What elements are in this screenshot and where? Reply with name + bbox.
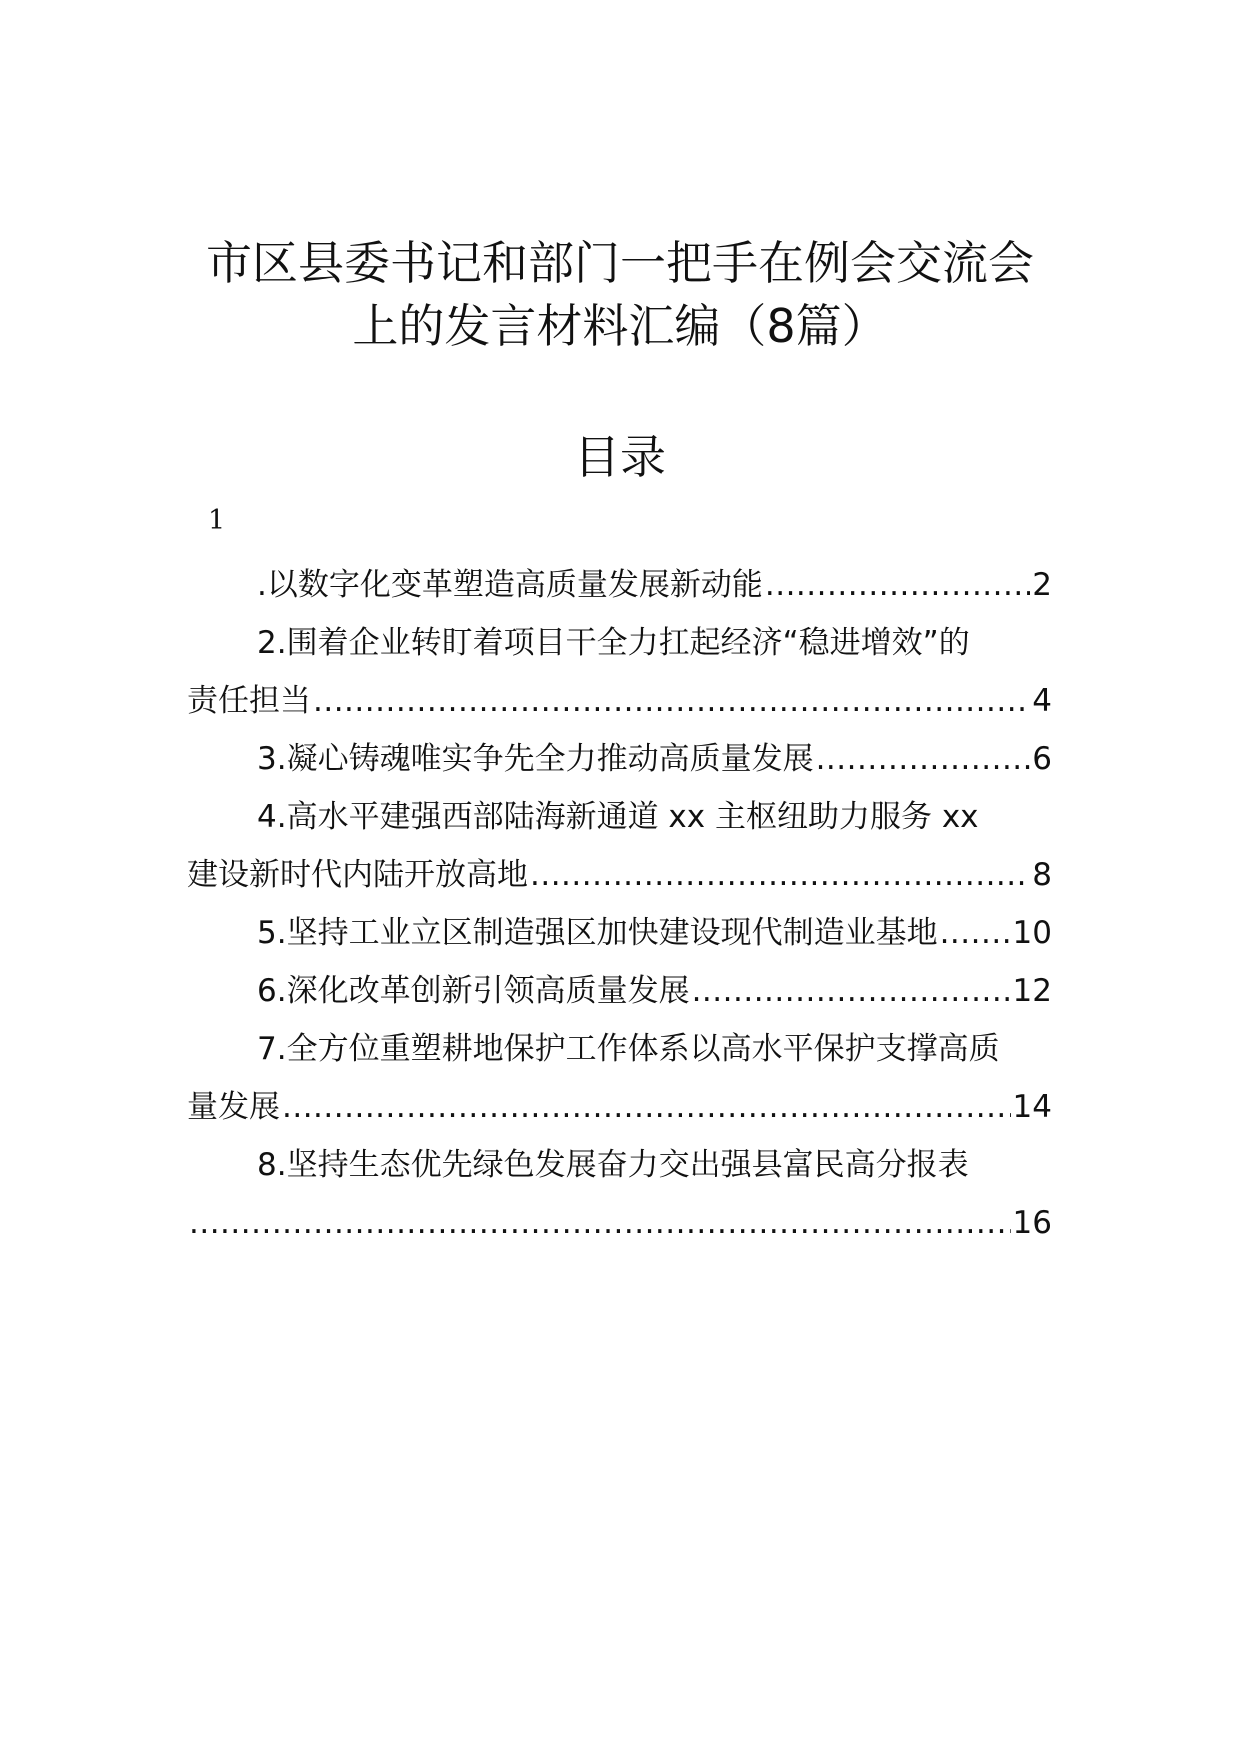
document-title-line-1: 市区县委书记和部门一把手在例会交流会 xyxy=(206,236,1034,290)
toc-page-number: 8 xyxy=(1032,857,1052,893)
toc-entry-4-line-2[interactable] xyxy=(187,852,1052,898)
toc-leader-dots xyxy=(816,736,1031,782)
toc-entry-3[interactable] xyxy=(187,736,1052,782)
toc-page-number: 2 xyxy=(1032,567,1052,603)
toc-entry-text: 6.深化改革创新引领高质量发展 xyxy=(257,973,690,1009)
toc-page-number: 12 xyxy=(1012,973,1052,1009)
document-title-line-2: 上的发言材料汇编（8篇） xyxy=(352,299,888,353)
stray-page-number: 1 xyxy=(208,505,226,536)
toc-entry-7-line-1[interactable] xyxy=(187,1026,1052,1072)
toc-entry-text: 7.全方位重塑耕地保护工作体系以高水平保护支撑高质 xyxy=(257,1031,1000,1067)
toc-entry-2-line-2[interactable] xyxy=(187,678,1052,724)
toc-entry-5[interactable] xyxy=(187,910,1052,956)
toc-entry-text: 3.凝心铸魂唯实争先全力推动高质量发展 xyxy=(257,741,814,777)
toc-entry-text: 建设新时代内陆开放高地 xyxy=(187,857,528,893)
toc-entry-7-line-2[interactable] xyxy=(187,1084,1052,1130)
toc-leader-dots xyxy=(282,1084,1011,1130)
toc-entry-text: 量发展 xyxy=(187,1089,280,1125)
toc-page-number: 16 xyxy=(1012,1205,1052,1241)
toc-leader-dots xyxy=(313,678,1030,724)
toc-entry-8-line-2[interactable] xyxy=(187,1200,1052,1246)
toc-page-number: 10 xyxy=(1012,915,1052,951)
toc-entry-text: .以数字化变革塑造高质量发展新动能 xyxy=(257,567,763,603)
toc-entry-text: 责任担当 xyxy=(187,683,311,719)
toc-entry-4-line-1[interactable] xyxy=(187,794,1052,840)
toc-page-number: 14 xyxy=(1012,1089,1052,1125)
toc-leader-dots xyxy=(530,852,1030,898)
toc-leader-dots xyxy=(940,910,1011,956)
toc-entry-text: 5.坚持工业立区制造强区加快建设现代制造业基地 xyxy=(257,915,938,951)
toc-entry-text: 4.高水平建强西部陆海新通道 xx 主枢纽助力服务 xx xyxy=(257,799,979,835)
toc-leader-dots xyxy=(189,1200,1011,1246)
toc-page-number: 6 xyxy=(1032,741,1052,777)
toc-entry-2-line-1[interactable] xyxy=(187,620,1052,666)
toc-entry-6[interactable] xyxy=(187,968,1052,1014)
toc-page-number: 4 xyxy=(1032,683,1052,719)
toc-entry-8-line-1[interactable] xyxy=(187,1142,1052,1188)
toc-leader-dots xyxy=(765,562,1030,608)
toc-entry-text: 2.围着企业转盯着项目干全力扛起经济“稳进增效”的 xyxy=(257,625,970,661)
toc-entry-1[interactable] xyxy=(187,562,1052,608)
toc-leader-dots xyxy=(692,968,1011,1014)
toc-entry-text: 8.坚持生态优先绿色发展奋力交出强县富民高分报表 xyxy=(257,1147,969,1183)
toc-heading: 目录 xyxy=(574,430,666,484)
